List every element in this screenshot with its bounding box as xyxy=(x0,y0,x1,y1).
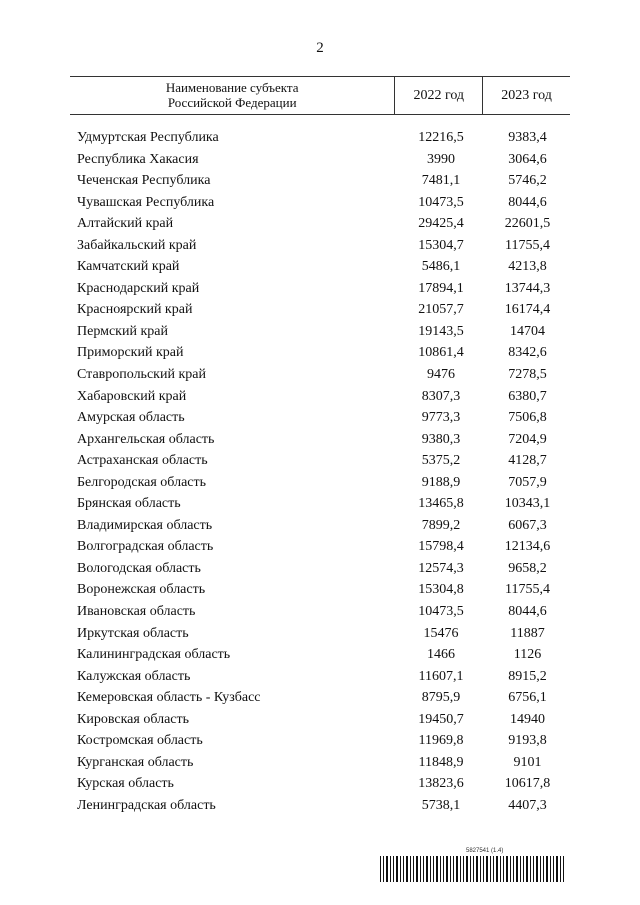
table-row xyxy=(0,364,640,386)
header-year-2022: 2022 год xyxy=(395,77,483,114)
subject-name-cell: Иркутская область xyxy=(77,625,189,641)
value-2022-cell: 7899,2 xyxy=(421,517,461,533)
table-row xyxy=(0,730,640,752)
value-2022-cell: 15798,4 xyxy=(418,539,464,555)
table-row xyxy=(0,170,640,192)
value-2022-cell: 5738,1 xyxy=(421,797,461,813)
value-2023-cell: 8044,6 xyxy=(508,194,547,210)
value-2023-cell: 8044,6 xyxy=(508,604,547,620)
value-2022-cell: 11848,9 xyxy=(418,754,464,770)
value-2023-cell: 9658,2 xyxy=(508,560,547,576)
table-row xyxy=(0,644,640,666)
subject-name-cell: Ленинградская область xyxy=(77,797,216,813)
table-row xyxy=(0,493,640,515)
table-row xyxy=(0,558,640,580)
header-subject-name xyxy=(70,77,395,114)
value-2023-cell: 9383,4 xyxy=(508,130,547,145)
table-row xyxy=(0,386,640,408)
subject-name-cell: Владимирская область xyxy=(77,517,213,533)
table-row xyxy=(0,321,640,343)
value-2023-cell: 6380,7 xyxy=(508,388,547,404)
subject-name-cell: Курская область xyxy=(77,776,174,792)
value-2022-cell: 9773,3 xyxy=(421,410,461,426)
value-2022-cell: 12216,5 xyxy=(418,130,464,145)
table-row xyxy=(0,299,640,321)
table-body xyxy=(0,127,640,817)
subject-name-cell: Пермский край xyxy=(77,323,168,339)
table-row xyxy=(0,256,640,278)
value-2022-cell: 11969,8 xyxy=(418,733,464,749)
table-row xyxy=(0,472,640,494)
subject-name-cell: Амурская область xyxy=(77,410,185,426)
table-row xyxy=(0,429,640,451)
table-row xyxy=(0,515,640,537)
value-2023-cell: 6756,1 xyxy=(508,690,547,706)
table-row xyxy=(0,407,640,429)
value-2023-cell: 11755,4 xyxy=(505,582,550,598)
value-2023-cell: 14940 xyxy=(510,711,545,727)
subject-name-cell: Калининградская область xyxy=(77,647,231,663)
value-2023-cell: 5746,2 xyxy=(508,173,547,189)
value-2022-cell: 9188,9 xyxy=(421,474,461,490)
subject-name-cell: Ивановская область xyxy=(77,604,196,620)
subject-name-cell: Костромская область xyxy=(77,733,203,749)
header-subject-line1: Наименование субъекта xyxy=(165,80,299,95)
value-2023-cell: 9101 xyxy=(513,754,542,770)
subject-name-cell: Удмуртская Республика xyxy=(77,130,219,145)
barcode-image xyxy=(380,856,566,882)
value-2022-cell: 10861,4 xyxy=(418,345,464,361)
value-2023-cell: 1126 xyxy=(513,647,542,663)
subject-name-cell: Приморский край xyxy=(77,345,184,361)
value-2023-cell: 8915,2 xyxy=(508,668,547,684)
value-2023-cell: 3064,6 xyxy=(508,151,547,167)
table-row xyxy=(0,342,640,364)
value-2022-cell: 15304,7 xyxy=(418,237,464,253)
subject-name-cell: Кировская область xyxy=(77,711,190,727)
value-2022-cell: 5375,2 xyxy=(421,453,461,469)
table-row xyxy=(0,278,640,300)
value-2023-cell: 8342,6 xyxy=(508,345,547,361)
subject-name-cell: Хабаровский край xyxy=(77,388,187,404)
table-row xyxy=(0,235,640,257)
value-2023-cell: 11887 xyxy=(510,625,545,641)
subject-name-cell: Волгоградская область xyxy=(77,539,214,555)
value-2022-cell: 8795,9 xyxy=(421,690,461,706)
table-row xyxy=(0,192,640,214)
subject-name-cell: Камчатский край xyxy=(77,259,180,275)
value-2023-cell: 22601,5 xyxy=(504,216,551,232)
subject-name-cell: Кемеровская область - Кузбасс xyxy=(77,690,261,706)
subject-name-cell: Чувашская Республика xyxy=(77,194,215,210)
value-2023-cell: 10343,1 xyxy=(504,496,551,512)
table-row xyxy=(0,579,640,601)
value-2022-cell: 15476 xyxy=(423,625,459,641)
value-2023-cell: 4128,7 xyxy=(508,453,547,469)
subject-name-cell: Белгородская область xyxy=(77,474,207,490)
value-2023-cell: 14704 xyxy=(510,323,545,339)
subject-name-cell: Воронежская область xyxy=(77,582,206,598)
subject-name-cell: Алтайский край xyxy=(77,216,174,232)
value-2022-cell: 21057,7 xyxy=(418,302,464,318)
value-2022-cell: 15304,8 xyxy=(418,582,464,598)
table-row xyxy=(0,773,640,795)
barcode xyxy=(380,848,566,883)
value-2022-cell: 9476 xyxy=(427,367,455,383)
table-row xyxy=(0,687,640,709)
table-row xyxy=(0,795,640,817)
value-2022-cell: 11607,1 xyxy=(418,668,464,684)
value-2022-cell: 19450,7 xyxy=(418,711,464,727)
value-2023-cell: 4213,8 xyxy=(508,259,547,275)
value-2022-cell: 8307,3 xyxy=(421,388,461,404)
value-2022-cell: 12574,3 xyxy=(418,560,464,576)
subject-name-cell: Краснодарский край xyxy=(77,280,200,296)
value-2022-cell: 3990 xyxy=(427,151,455,167)
value-2023-cell: 7057,9 xyxy=(508,474,547,490)
value-2023-cell: 16174,4 xyxy=(504,302,551,318)
table-row xyxy=(0,127,640,149)
subject-name-cell: Архангельская область xyxy=(77,431,215,447)
value-2022-cell: 13465,8 xyxy=(418,496,464,512)
subject-name-cell: Ставропольский край xyxy=(77,367,206,383)
value-2022-cell: 10473,5 xyxy=(418,194,464,210)
table-row xyxy=(0,666,640,688)
subject-name-cell: Калужская область xyxy=(77,668,191,684)
value-2022-cell: 1466 xyxy=(427,647,455,663)
subject-name-cell: Вологодская область xyxy=(77,560,201,576)
header-subject-line2: Российской Федерации xyxy=(167,95,297,110)
table-row xyxy=(0,149,640,171)
value-2023-cell: 6067,3 xyxy=(508,517,547,533)
page-number: 2 xyxy=(316,40,324,56)
value-2022-cell: 9380,3 xyxy=(421,431,461,447)
value-2022-cell: 29425,4 xyxy=(418,216,464,232)
value-2023-cell: 10617,8 xyxy=(504,776,551,792)
value-2023-cell: 4407,3 xyxy=(508,797,547,813)
subject-name-cell: Брянская область xyxy=(77,496,181,512)
table-row xyxy=(0,709,640,731)
value-2023-cell: 9193,8 xyxy=(508,733,547,749)
table-row xyxy=(0,450,640,472)
value-2022-cell: 19143,5 xyxy=(418,323,464,339)
subject-name-cell: Чеченская Республика xyxy=(77,173,211,189)
value-2022-cell: 10473,5 xyxy=(418,604,464,620)
value-2023-cell: 12134,6 xyxy=(504,539,551,555)
value-2023-cell: 7506,8 xyxy=(508,410,547,426)
value-2023-cell: 13744,3 xyxy=(504,280,551,296)
header-year-2023: 2023 год xyxy=(501,88,552,103)
value-2023-cell: 7278,5 xyxy=(508,367,547,383)
table-row xyxy=(0,752,640,774)
value-2022-cell: 7481,1 xyxy=(421,173,461,189)
subject-name-cell: Республика Хакасия xyxy=(77,151,199,167)
table-row xyxy=(0,213,640,235)
table-row xyxy=(0,623,640,645)
subject-name-cell: Красноярский край xyxy=(77,302,193,318)
table-header xyxy=(70,76,570,115)
value-2022-cell: 13823,6 xyxy=(418,776,464,792)
subject-name-cell: Забайкальский край xyxy=(77,237,197,253)
subject-name-cell: Курганская область xyxy=(77,754,194,770)
value-2023-cell: 11755,4 xyxy=(505,237,550,253)
value-2022-cell: 5486,1 xyxy=(421,259,461,275)
value-2023-cell: 7204,9 xyxy=(508,431,547,447)
barcode-label: 5827541 (1.4) xyxy=(466,848,504,854)
value-2022-cell: 17894,1 xyxy=(418,280,464,296)
table-row xyxy=(0,601,640,623)
subject-name-cell: Астраханская область xyxy=(77,453,208,469)
table-row xyxy=(0,536,640,558)
